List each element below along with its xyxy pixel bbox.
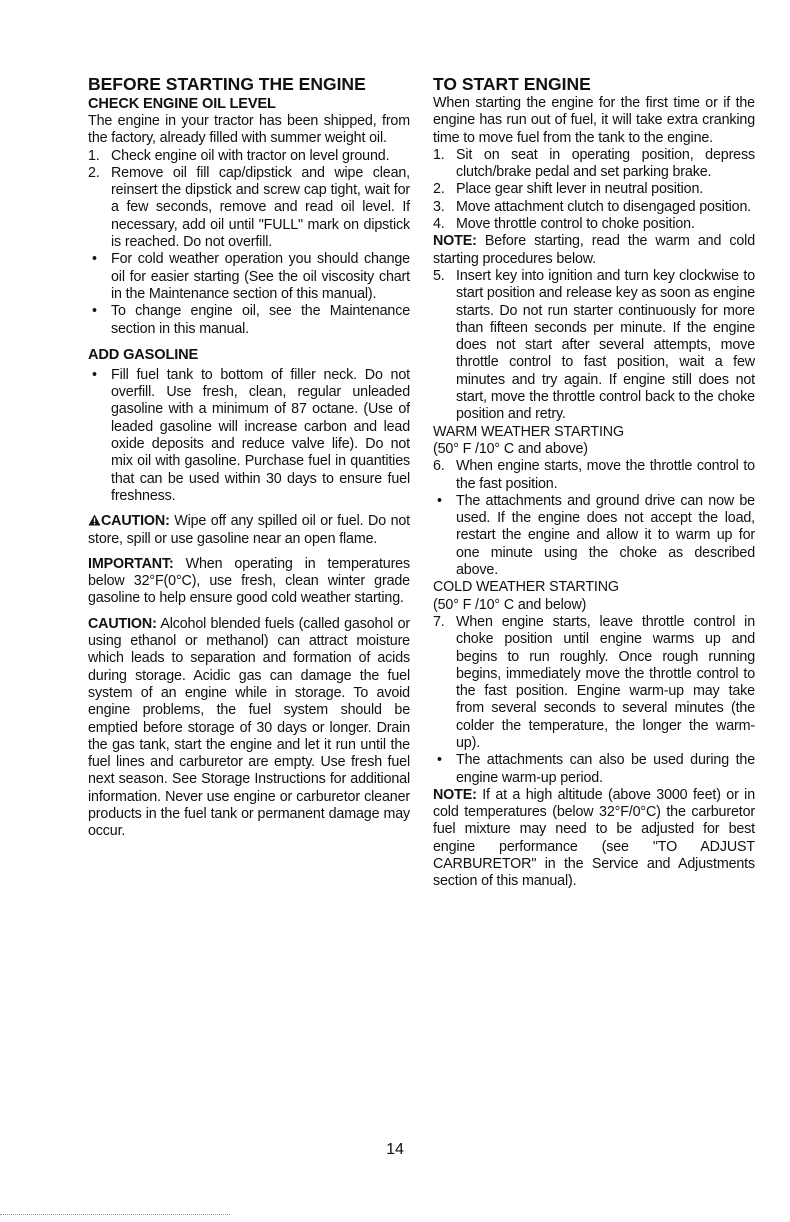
oil-bullets-list: [88, 251, 410, 337]
list-item: 7. When engine starts, leave throttle control in choke position until engine warms up and begins to run roughly. Once rough running begins, immediately move the throttle control to the fast position. Engine warm-up may take from several seconds to several minutes (the colder the temperature, the longer the warm-up).: [433, 613, 755, 751]
start-steps-list: [433, 147, 755, 233]
start-intro-paragraph: When starting the engine for the first time or if the engine has run out of fuel, it will take extra cranking time to move fuel from the tank to the engine.: [433, 95, 755, 146]
subheading-add-gasoline: ADD GASOLINE: [88, 346, 199, 363]
cold-weather-range: (50° F /10° C and below): [433, 596, 587, 613]
note-label: NOTE:: [433, 233, 477, 250]
oil-intro-paragraph: The engine in your tractor has been shipped, from the factory, already filled with summer weight oil.: [88, 113, 410, 147]
section-heading-to-start-engine: TO START ENGINE: [433, 74, 591, 94]
cold-weather-list: [433, 614, 755, 787]
warm-weather-list: [433, 458, 755, 579]
list-item: 5. Insert key into ignition and turn key clockwise to start position and release key as soon as engine starts. Do not run starter continuously for more than fifteen seconds per minute. If the engine does not start after several attempts, move throttle control to fast position, wait a few minutes and try again. If engine still does not start, move the throttle control back to the choke position and retry.: [433, 267, 755, 423]
warning-triangle-icon: [88, 514, 101, 526]
page-number: 14: [386, 1141, 404, 1158]
left-column: [88, 74, 410, 841]
important-note: IMPORTANT: When operating in temperatures below 32°F(0°C), use fresh, clean winter grade gasoline to help ensure good cold weather starting.: [88, 555, 410, 607]
list-item: 4. Move throttle control to choke position.: [433, 216, 695, 233]
caution-oil-spill: CAUTION: Wipe off any spilled oil or fuel. Do not store, spill or use gasoline near an open flame.: [88, 513, 410, 547]
right-column: [433, 74, 755, 891]
note-label: NOTE:: [433, 786, 477, 803]
important-label: IMPORTANT:: [88, 555, 174, 572]
list-item: • The attachments and ground drive can now be used. If the engine does not accept the load, restart the engine and allow it to warm up for one minute using the choke as described above.: [437, 492, 755, 579]
note-before-starting: NOTE: Before starting, read the warm and cold starting procedures below.: [433, 233, 755, 267]
caution-label: CAUTION:: [101, 513, 170, 530]
list-item: 6. When engine starts, move the throttle control to the fast position.: [433, 458, 755, 492]
gas-bullets-list: [88, 367, 410, 505]
list-item: • Fill fuel tank to bottom of filler neck. Do not overfill. Use fresh, clean, regular unleaded gasoline with a minimum of 87 octane. (Use of leaded gasoline will increase carbon and lead oxide deposits and reduce valve life). Do not mix oil with gasoline. Purchase fuel in quantities that can be used within 30 days to ensure fuel freshness.: [92, 366, 410, 504]
list-item: 1. Sit on seat in operating position, depress clutch/brake pedal and set parking brake.: [433, 146, 755, 181]
list-item: 3. Move attachment clutch to disengaged position.: [433, 198, 752, 215]
section-heading-before-starting: BEFORE STARTING THE ENGINE: [88, 74, 366, 94]
subheading-check-oil: CHECK ENGINE OIL LEVEL: [88, 96, 276, 112]
list-item: 2. Place gear shift lever in neutral position.: [433, 181, 704, 198]
cold-weather-heading: COLD WEATHER STARTING: [433, 579, 619, 596]
caution-alcohol-fuels: CAUTION: Alcohol blended fuels (called gasohol or using ethanol or methanol) can attract moisture which leads to separation and formation of acids during storage. Acidic gas can damage the fuel system of an engine while in storage. To avoid engine problems, the fuel system should be emptied before storage of 30 days or longer. Drain the gas tank, start the engine and let it run until the fuel lines and carburetor are empty. Use fresh fuel next season. See Storage Instructions for additional information. Never use engine or carburetor cleaner products in the fuel tank or permanent damage may occur.: [88, 615, 410, 840]
list-item: • For cold weather operation you should change oil for easier starting (See the oil viscosity chart in the Maintenance section of this manual).: [92, 251, 410, 302]
oil-steps-list: [88, 148, 410, 252]
list-item: 2. Remove oil fill cap/dipstick and wipe clean, reinsert the dipstick and screw cap tight, wait for a few seconds, remove and read oil level. If necessary, add oil until "FULL" mark on dipstick is reached. Do not overfill.: [88, 164, 410, 251]
note-high-altitude: NOTE: If at a high altitude (above 3000 feet) or in cold temperatures (below 32°F/0°C) the carburetor fuel mixture may need to be adjusted for best engine performance (see "TO ADJUST CARBURETOR" in the Service and Adjustments section of this manual).: [433, 786, 756, 890]
scan-artifact-line: [0, 1214, 230, 1216]
list-item: • The attachments can also be used during the engine warm-up period.: [437, 752, 755, 786]
warm-weather-range: (50° F /10° C and above): [433, 440, 588, 457]
step-five-list: [433, 268, 755, 424]
list-item: 1. Check engine oil with tractor on level ground.: [88, 147, 390, 164]
list-item: • To change engine oil, see the Maintenance section in this manual.: [92, 303, 410, 337]
warm-weather-heading: WARM WEATHER STARTING: [433, 423, 624, 440]
caution-label: CAUTION:: [88, 615, 157, 632]
